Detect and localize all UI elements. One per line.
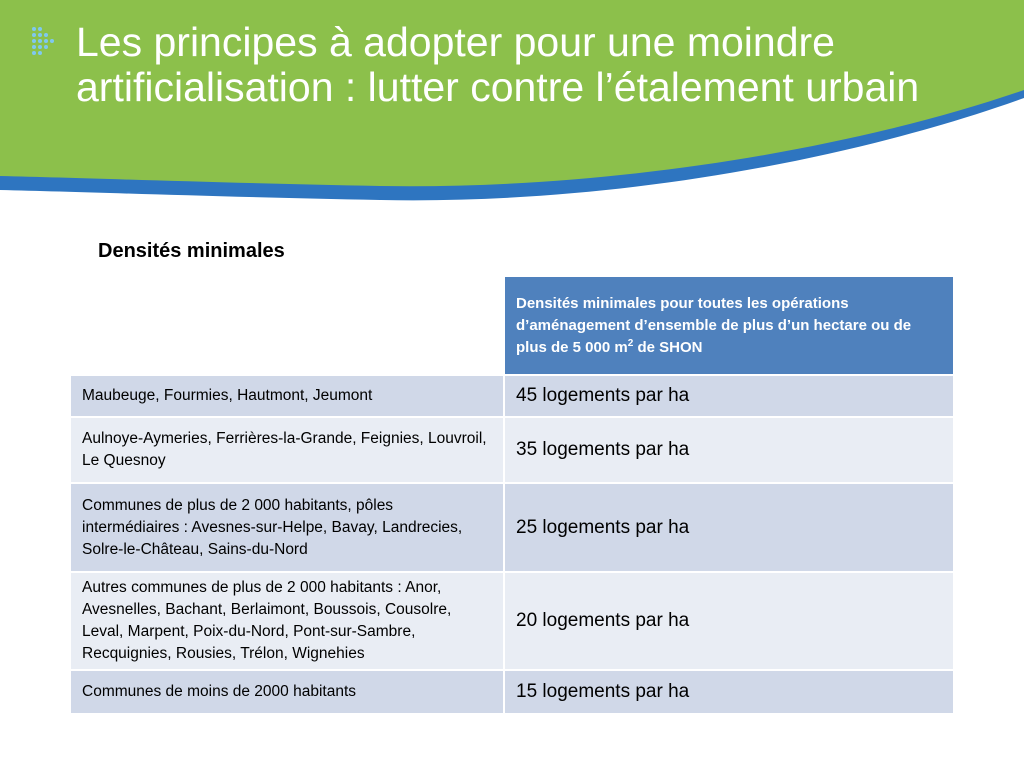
header-empty-cell: [70, 276, 504, 375]
header-text-end: de SHON: [633, 338, 703, 356]
communes-cell: Maubeuge, Fourmies, Hautmont, Jeumont: [70, 375, 504, 417]
communes-cell: Autres communes de plus de 2 000 habitants : Anor, Avesnelles, Bachant, Berlaimont, Boussois, Cousolre, Leval, Marpent, Poix-du-Nord, Pont-sur-Sambre, Recquignies, Rousies, Trélon, Wignehies: [70, 572, 504, 670]
communes-cell: Communes de moins de 2000 habitants: [70, 670, 504, 714]
table-row: [70, 572, 954, 670]
table-row: [70, 483, 954, 572]
slide-title: Les principes à adopter pour une moindre artificialisation : lutter contre l’étalement urbain: [76, 19, 920, 110]
table-row: [70, 375, 954, 417]
table-header-row: [70, 276, 954, 375]
table-subtitle: Densités minimales: [98, 240, 285, 262]
density-cell: 25 logements par ha: [504, 483, 954, 572]
table-row: [70, 670, 954, 714]
header-text: Densités minimales pour toutes les opérations d’aménagement d’ensemble de plus d’un hectare ou de plus de 5 000 m: [516, 294, 912, 356]
communes-cell: Communes de plus de 2 000 habitants, pôles intermédiaires : Avesnes-sur-Helpe, Bavay, Landrecies, Solre-le-Château, Sains-du-Nord: [70, 483, 504, 572]
density-cell: 45 logements par ha: [504, 375, 954, 417]
density-table: [69, 275, 955, 715]
dotted-arrow-bullet-icon: [30, 25, 60, 55]
density-cell: 20 logements par ha: [504, 572, 954, 670]
table-row: [70, 417, 954, 483]
header-superscript: 2: [627, 337, 634, 349]
density-cell: 15 logements par ha: [504, 670, 954, 714]
communes-cell: Aulnoye-Aymeries, Ferrières-la-Grande, Feignies, Louvroil, Le Quesnoy: [70, 417, 504, 483]
header-density-cell: [504, 276, 954, 375]
density-cell: 35 logements par ha: [504, 417, 954, 483]
